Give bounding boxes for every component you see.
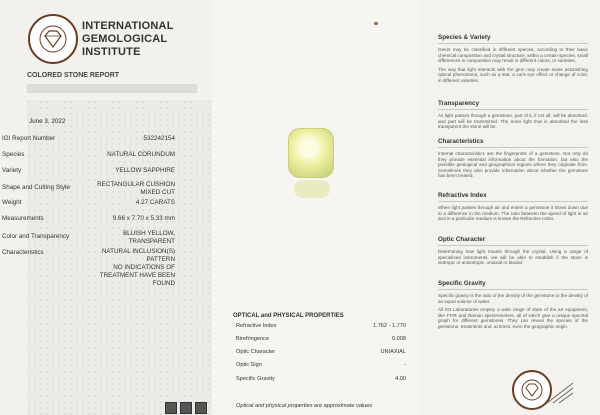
field-label: Weight <box>2 199 22 206</box>
section-text: Determining how light travels through the crystal. Using a range of specialized instruments, we will be able to establish if the stone is isotropic or anisotropic, uniaxial or biaxial. <box>438 249 588 266</box>
brand-line-3: INSTITUTE <box>82 46 141 58</box>
info-section <box>438 34 588 84</box>
field-label: Characteristics <box>2 249 44 256</box>
section-text: Specific gravity is the ratio of the density of the gemstone to the density of an equal volume of water. <box>438 293 588 304</box>
section-text: As light passes through a gemstone, part of it, if not all, will be absorbed, and part will be transmitted. The more light that is absorbed the less transparent the stone will be. <box>438 113 588 130</box>
value-line: FOUND <box>152 280 175 287</box>
section-heading: Transparency <box>438 100 588 110</box>
optical-label: Specific Gravity <box>236 376 275 382</box>
section-heading: Species & Variety <box>438 34 588 44</box>
field-value <box>123 230 175 246</box>
qr-code-icon <box>165 402 177 414</box>
left-panel <box>0 0 212 415</box>
brand-line-2: GEMOLOGICAL <box>82 33 168 45</box>
field-label: Species <box>2 151 25 158</box>
field-value <box>97 181 175 197</box>
section-text: Gems may be classified in different species, according to their basic chemical composition and crystal structure; within a certain species, small differences in composition may result in different colors, or varieties. <box>438 47 588 64</box>
optical-footnote: Optical and physical properties are approximate values <box>236 403 373 409</box>
optical-value: 4.00 <box>395 376 406 382</box>
optical-value: UNIAXIAL <box>380 349 406 355</box>
section-heading: Refractive Index <box>438 192 588 202</box>
value-line: NO INDICATIONS OF <box>113 264 175 271</box>
optical-value: 0.008 <box>392 336 406 342</box>
optical-row <box>236 323 406 329</box>
optical-label: Optic Sign <box>236 362 262 368</box>
gem-shadow <box>294 180 330 198</box>
section-text: The way that light interacts with the gem may create some astonishing optical phenomena, such as a star, a cat's eye effect or change of color, in different varieties. <box>438 66 588 83</box>
gemstone-image <box>288 128 334 178</box>
brand-name <box>82 20 174 59</box>
info-section <box>438 236 588 266</box>
optical-row <box>236 362 406 368</box>
optical-row <box>236 376 406 382</box>
field-label: Color and Transparency <box>2 233 70 240</box>
header-band <box>27 84 197 93</box>
field-label: Variety <box>2 167 22 174</box>
info-section <box>438 280 588 330</box>
value-line: TREATMENT HAVE BEEN <box>99 272 175 279</box>
optical-label: Birefringence <box>236 336 269 342</box>
section-heading: Specific Gravity <box>438 280 588 290</box>
field-value: 4.27 CARATS <box>135 199 175 206</box>
field-value: 9.66 x 7.70 x 5.33 mm <box>112 215 175 222</box>
info-section <box>438 100 588 130</box>
field-value: YELLOW SAPPHIRE <box>115 167 175 174</box>
diamond-icon <box>38 24 68 54</box>
optical-title: OPTICAL and PHYSICAL PROPERTIES <box>233 313 344 319</box>
optical-label: Optic Character <box>236 349 276 355</box>
value-line: RECTANGULAR CUSHION <box>97 181 175 188</box>
field-label: Measurements <box>2 215 44 222</box>
section-text: When light passes through air and enters a gemstone it slows down due to a difference in the medium. The ratio between the speed of light in air and in a particular medium is known the Refractive Index. <box>438 205 588 222</box>
qr-code-icon <box>180 402 192 414</box>
qr-code-icon <box>195 402 207 414</box>
value-line: MIXED CUT <box>140 189 175 196</box>
brand-line-1: INTERNATIONAL <box>82 20 174 32</box>
report-date: June 3, 2022 <box>29 118 66 125</box>
section-heading: Optic Character <box>438 236 588 246</box>
field-label: IGI Report Number <box>2 135 56 142</box>
value-line: PATTERN <box>146 256 175 263</box>
optical-row <box>236 349 406 355</box>
optical-label: Refractive Index <box>236 323 277 329</box>
field-value <box>100 248 175 288</box>
info-section <box>438 138 588 179</box>
value-line: TRANSPARENT <box>128 238 175 245</box>
corner-graphic <box>545 380 575 405</box>
optical-value: 1.762 - 1.770 <box>373 323 406 329</box>
section-text: All IGI Laboratories employ a wide range of state of the art equipment, like FTIR and Raman spectrometers, all of which give a unique spectral graph for different gemstones. They can reveal the species of the gemstone, treatments and, at times, even the geographic origin. <box>438 307 588 329</box>
value-line: NATURAL INCLUSION(S) <box>101 248 175 255</box>
field-label: Shape and Cutting Style <box>2 184 70 191</box>
diamond-icon <box>520 378 544 402</box>
paper-speck <box>374 22 378 25</box>
qr-codes <box>165 402 207 414</box>
section-text: Internal characteristics are the fingerprints of a gemstone. Not only do they provide essential information about the formation, but also the possible geological and geographical regions where they originate from. Sometimes they also provide information about whether the gemstone has been treated. <box>438 151 588 179</box>
report-title: COLORED STONE REPORT <box>27 72 120 79</box>
info-section <box>438 192 588 222</box>
field-value: NATURAL CORUNDUM <box>107 151 175 158</box>
value-line: BLUISH YELLOW, <box>122 230 175 237</box>
igi-seal-logo <box>28 14 78 64</box>
field-value: 532242154 <box>143 135 175 142</box>
section-heading: Characteristics <box>438 138 588 148</box>
optical-value: - <box>404 362 406 368</box>
optical-row <box>236 336 406 342</box>
